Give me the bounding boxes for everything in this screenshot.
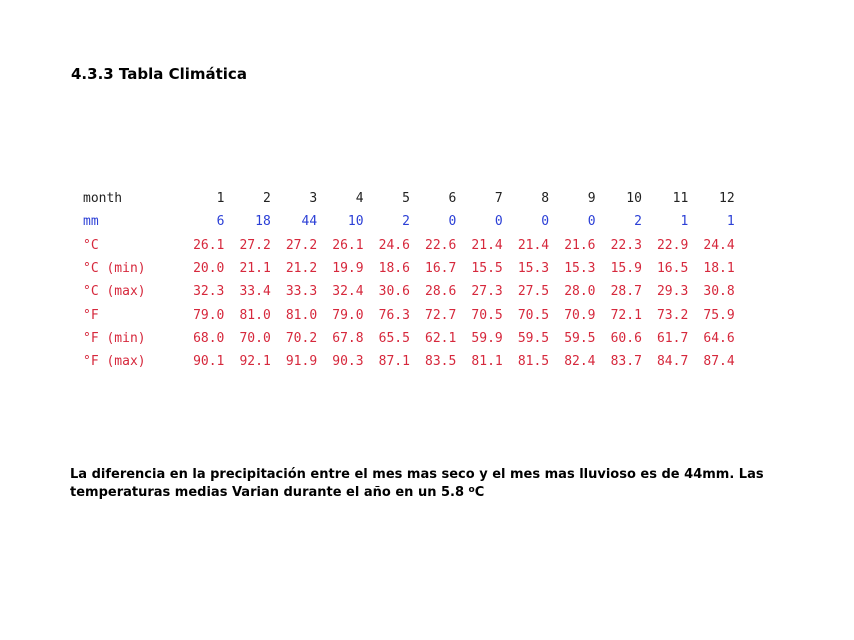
table-cell: 22.3: [610, 237, 642, 253]
table-cell: 28.0: [564, 284, 596, 300]
table-cell: 4: [355, 191, 364, 207]
table-cell: 62.1: [425, 330, 457, 346]
row-label: °C (max): [83, 284, 146, 300]
section-heading: 4.3.3 Tabla Climática: [71, 65, 247, 83]
table-cell: 15.3: [564, 261, 596, 277]
table-cell: 16.5: [656, 261, 689, 277]
table-cell: 29.3: [656, 284, 689, 300]
table-cell: 73.2: [656, 307, 689, 323]
table-cell: 68.0: [193, 330, 225, 346]
table-cell: 76.3: [378, 307, 410, 323]
summary-paragraph: [70, 466, 770, 502]
row-label: °C: [83, 237, 99, 253]
table-cell: 22.9: [656, 237, 689, 253]
table-row: [78, 234, 735, 257]
table-cell: 9: [587, 191, 596, 207]
table-cell: 75.9: [703, 307, 735, 323]
table-cell: 70.2: [285, 330, 318, 346]
row-label: °F: [83, 307, 99, 323]
climate-table-body: [78, 187, 735, 373]
climate-table: [78, 187, 735, 373]
table-cell: 2: [634, 214, 642, 230]
table-cell: 81.0: [285, 307, 318, 323]
table-cell: 67.8: [332, 330, 364, 346]
table-cell: 70.0: [239, 330, 271, 346]
row-label: °F (max): [83, 354, 146, 370]
table-cell: 26.1: [332, 237, 364, 253]
table-cell: 15.3: [517, 261, 550, 277]
table-cell: 59.5: [517, 330, 550, 346]
table-cell: 65.5: [378, 330, 410, 346]
table-cell: 30.8: [703, 284, 735, 300]
table-cell: 1: [680, 214, 689, 230]
table-cell: 1: [726, 214, 735, 230]
table-cell: 44: [301, 214, 318, 230]
table-cell: 3: [309, 191, 318, 207]
table-cell: 6: [216, 214, 225, 230]
table-cell: 70.5: [471, 307, 503, 323]
table-cell: 82.4: [564, 354, 596, 370]
table-row: [78, 257, 735, 280]
table-cell: 33.3: [285, 284, 318, 300]
table-cell: 92.1: [239, 354, 271, 370]
table-cell: 27.3: [471, 284, 503, 300]
table-cell: 0: [587, 214, 596, 230]
table-cell: 16.7: [425, 261, 457, 277]
table-cell: 83.7: [610, 354, 642, 370]
header-label: month: [83, 191, 123, 207]
summary-text: La diferencia en la precipitación entre el mes mas seco y el mes mas lluvioso es de 44mm. Las temperaturas medias Varian durante el año en un 5.8: [70, 467, 764, 500]
table-cell: 22.6: [425, 237, 457, 253]
table-cell: 2: [262, 191, 271, 207]
table-cell: 21.4: [517, 237, 550, 253]
table-cell: 21.4: [471, 237, 503, 253]
table-cell: 32.4: [332, 284, 364, 300]
table-cell: 70.9: [564, 307, 596, 323]
table-cell: 2: [402, 214, 410, 230]
table-cell: 90.1: [193, 354, 225, 370]
table-cell: 87.1: [378, 354, 410, 370]
table-cell: 11: [672, 191, 689, 207]
unit-label: C: [474, 485, 485, 500]
table-cell: 24.4: [703, 237, 735, 253]
table-cell: 21.6: [564, 237, 596, 253]
table-cell: 6: [448, 191, 457, 207]
table-cell: 60.6: [610, 330, 642, 346]
table-cell: 18.1: [703, 261, 735, 277]
table-cell: 8: [541, 191, 550, 207]
table-cell: 28.6: [425, 284, 457, 300]
table-cell: 81.1: [471, 354, 503, 370]
table-cell: 10: [626, 191, 642, 207]
table-row: [78, 303, 735, 326]
row-label: °F (min): [83, 330, 146, 346]
table-cell: 32.3: [193, 284, 225, 300]
table-cell: 20.0: [193, 261, 225, 277]
table-cell: 19.9: [332, 261, 364, 277]
table-row: [78, 210, 735, 233]
table-row: [78, 280, 735, 303]
table-cell: 83.5: [425, 354, 457, 370]
row-label: °C (min): [83, 261, 146, 277]
table-cell: 26.1: [193, 237, 225, 253]
table-cell: 18: [255, 214, 271, 230]
table-cell: 91.9: [285, 354, 318, 370]
table-cell: 12: [719, 191, 735, 207]
table-row: [78, 350, 735, 373]
table-cell: 0: [541, 214, 550, 230]
table-cell: 1: [216, 191, 225, 207]
table-cell: 59.9: [471, 330, 503, 346]
table-cell: 27.2: [239, 237, 271, 253]
table-cell: 72.1: [610, 307, 642, 323]
table-cell: 21.2: [285, 261, 318, 277]
table-cell: 15.9: [610, 261, 642, 277]
table-cell: 79.0: [193, 307, 225, 323]
table-cell: 81.0: [239, 307, 271, 323]
table-cell: 0: [494, 214, 503, 230]
table-cell: 21.1: [239, 261, 271, 277]
table-cell: 64.6: [703, 330, 735, 346]
table-cell: 72.7: [425, 307, 457, 323]
table-cell: 0: [448, 214, 457, 230]
table-header-row: [78, 187, 735, 210]
table-cell: 5: [402, 191, 410, 207]
table-cell: 84.7: [656, 354, 689, 370]
row-label: mm: [83, 214, 99, 230]
table-cell: 18.6: [378, 261, 410, 277]
table-cell: 10: [347, 214, 364, 230]
table-cell: 30.6: [378, 284, 410, 300]
degree-superscript: o: [468, 485, 475, 495]
table-cell: 79.0: [332, 307, 364, 323]
table-cell: 81.5: [517, 354, 550, 370]
table-cell: 27.2: [285, 237, 318, 253]
table-cell: 28.7: [610, 284, 642, 300]
table-cell: 33.4: [239, 284, 271, 300]
table-cell: 70.5: [517, 307, 550, 323]
table-cell: 59.5: [564, 330, 596, 346]
table-cell: 24.6: [378, 237, 410, 253]
table-cell: 61.7: [656, 330, 689, 346]
table-cell: 87.4: [703, 354, 735, 370]
table-cell: 7: [494, 191, 503, 207]
table-row: [78, 327, 735, 350]
table-cell: 90.3: [332, 354, 364, 370]
table-cell: 15.5: [471, 261, 503, 277]
table-cell: 27.5: [517, 284, 550, 300]
